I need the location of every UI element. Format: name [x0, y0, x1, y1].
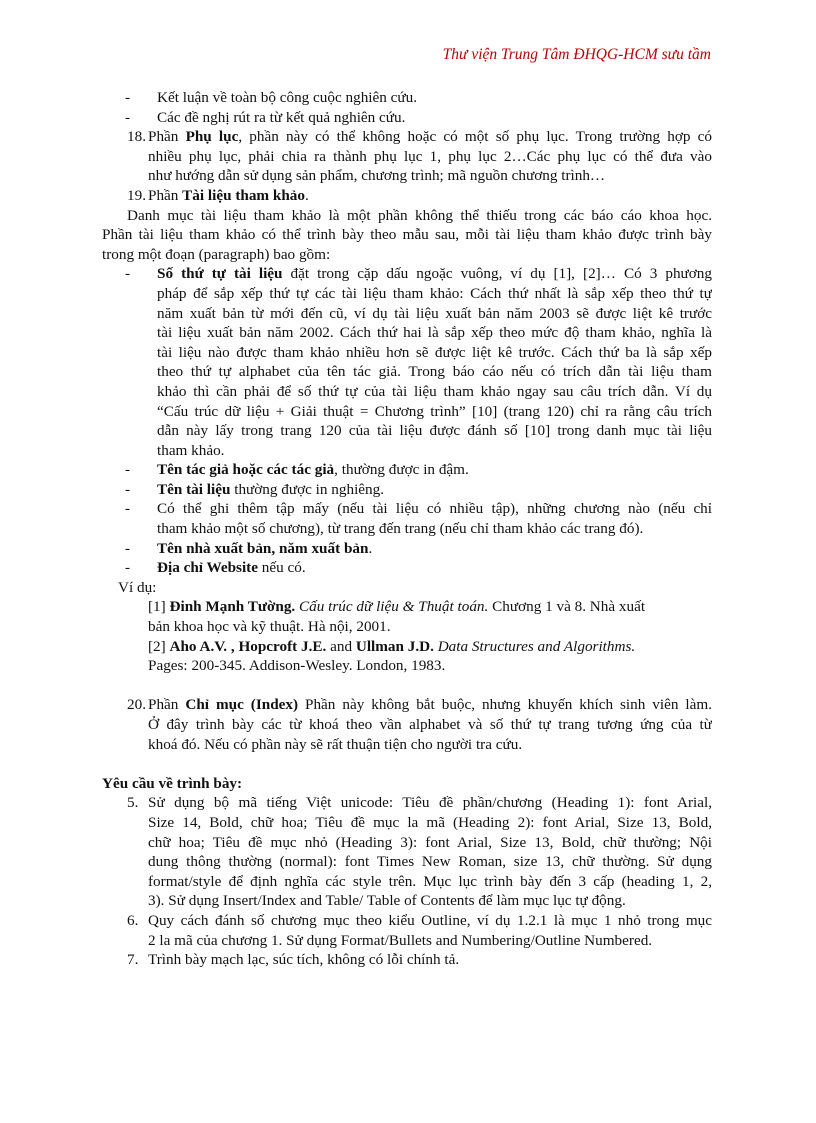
item-18-line: nhiều phụ lục, phải chia ra thành phụ lục 1, phụ lục 2…Các phụ lục có thể đưa vào	[148, 147, 712, 165]
item-number: 18.	[127, 128, 146, 146]
bold-term: Tài liệu tham khảo	[182, 186, 305, 204]
bold-term: Tên nhà xuất bản, năm xuất bản	[157, 539, 369, 557]
item-19-line: 19. Phần Tài liệu tham khảo.	[127, 186, 309, 204]
list-item-line: khảo thì cần phải để số thứ tự của tài liệu tham khảo ngay sau câu trích dẫn. Ví dụ	[157, 382, 712, 400]
bold-term: Tên tài liệu	[157, 480, 231, 498]
spacer	[105, 676, 712, 696]
requirement-item: 5. Sử dụng bộ mã tiếng Việt unicode: Tiêu đề phần/chương (Heading 1): font Arial,	[127, 794, 712, 812]
list-item: - Tên nhà xuất bản, năm xuất bản.	[125, 539, 373, 557]
bullet-dash: -	[125, 461, 131, 479]
bold-term: Phụ lục	[185, 128, 239, 146]
requirement-line: chữ hoa; Tiêu đề mục nhỏ (Heading 3): font Arial, Size 13, Bold, chữ thường; Nội	[148, 833, 712, 851]
list-item: - Các đề nghị rút ra từ kết quả nghiên cứu.	[125, 108, 406, 126]
item-18-line: như hướng dẫn sử dụng sản phẩm, chương trình; mã nguồn chương trình…	[148, 167, 606, 185]
requirement-line: 2 la mã của chương 1. Sử dụng Format/Bullets and Numbering/Outline Numbered.	[148, 931, 653, 949]
bold-term: Số thứ tự tài liệu	[157, 265, 283, 283]
list-item: - Số thứ tự tài liệu đặt trong cặp dấu ngoặc vuông, ví dụ [1], [2]… Có 3 phương	[125, 265, 712, 283]
bold-term: Địa chỉ Website	[157, 559, 258, 577]
bullet-dash: -	[125, 89, 131, 106]
reference-entry-line: Pages: 200-345. Addison-Wesley. London, 1983.	[148, 657, 446, 675]
bullet-dash: -	[125, 539, 131, 557]
requirement-item: 6. Quy cách đánh số chương mục theo kiểu Outline, ví dụ 1.2.1 là mục 1 nhỏ trong mục	[127, 911, 712, 929]
requirement-line: format/style để định nghĩa các style trên. Mục lục trình bày đến 3 cấp (heading 1, 2,	[148, 872, 712, 890]
item-18-line: 18. Phần Phụ lục, phần này có thể không hoặc có một số phụ lục. Trong trường hợp có	[127, 128, 712, 146]
bold-term: Chỉ mục (Index)	[185, 696, 299, 714]
item-20-line: khoá đó. Nếu có phần này sẽ rất thuận tiện cho người tra cứu.	[148, 735, 523, 753]
requirement-item: 7. Trình bày mạch lạc, súc tích, không có lỗi chính tả.	[127, 951, 460, 969]
list-item-line: “Cấu trúc dữ liệu + Giải thuật = Chương trình” [10] (trang 120) chỉ ra rằng câu trích	[157, 402, 712, 420]
reference-entry-line: bản khoa học và kỹ thuật. Hà nội, 2001.	[148, 618, 391, 636]
item-number: 5.	[127, 794, 139, 812]
bold-term: Tên tác giả hoặc các tác giả	[157, 461, 335, 479]
bullet-dash: -	[125, 480, 131, 498]
page-header: Thư viện Trung Tâm ĐHQG-HCM sưu tầm	[442, 46, 711, 63]
list-item-line: tham khảo.	[157, 441, 225, 459]
list-item: - Địa chỉ Website nếu có.	[125, 559, 306, 577]
document-body	[102, 88, 712, 970]
bullet-dash: -	[125, 108, 131, 126]
reference-entry: [1] Đinh Mạnh Tường. Cấu trúc dữ liệu & Thuật toán. Chương 1 và 8. Nhà xuất	[148, 598, 646, 616]
list-item: - Có thể ghi thêm tập mấy (nếu tài liệu có nhiều tập), những chương nào (nếu chỉ	[125, 500, 712, 518]
item-number: 19.	[127, 186, 146, 204]
list-item-line: theo thứ tự alphabet của tên tác giả. Trong báo cáo nếu có trích dẫn tài liệu tham	[157, 363, 712, 381]
list-item: - Tên tài liệu thường được in nghiêng.	[125, 480, 385, 498]
bullet-dash: -	[125, 265, 131, 283]
paragraph-line: Danh mục tài liệu tham khảo là một phần không thể thiếu trong các báo cáo khoa học.	[127, 206, 712, 224]
list-item: - Kết luận về toàn bộ công cuộc nghiên cứu.	[125, 89, 418, 106]
requirement-line: dung thông thường (normal): font Times New Roman, size 13, chữ thường. Sử dụng	[148, 853, 712, 871]
item-number: 20.	[127, 696, 146, 714]
list-item-line: dẫn này lấy trong trang 120 của tài liệu được đánh số [10] trong danh mục tài liệu	[157, 422, 712, 440]
list-item-line: tham khảo một số chương), từ trang đến trang (nếu chỉ tham khảo các trang đó).	[157, 520, 644, 538]
spacer	[105, 754, 712, 774]
item-number: 6.	[127, 911, 139, 929]
item-20-line: 20. Phần Chỉ mục (Index) Phần này không bắt buộc, nhưng khuyến khích sinh viên làm.	[127, 696, 712, 714]
list-item-line: tài liệu xuất bản năm 2002. Cách thứ hai là sắp xếp theo mức độ tham khảo, nghĩa là	[157, 324, 712, 342]
list-item-line: năm xuất bản từ mới đến cũ, ví dụ tài liệu xuất bản năm 2003 sẽ được liệt kê trước	[157, 304, 712, 322]
bullet-dash: -	[125, 559, 131, 577]
paragraph-line: Phần tài liệu tham khảo có thể trình bày theo mẫu sau, mỗi tài liệu tham khảo được trình bày	[102, 226, 712, 244]
item-number: 7.	[127, 951, 139, 969]
list-item-line: pháp để sắp xếp thứ tự các tài liệu tham khảo: Cách thứ nhất là sắp xếp theo thứ tự	[157, 284, 712, 302]
paragraph-line: trong một đoạn (paragraph) bao gồm:	[102, 245, 331, 263]
item-20-line: Ở đây trình bày các từ khoá theo vần alphabet và số thứ tự trang tương ứng của từ	[148, 716, 712, 733]
requirement-line: Size 14, Bold, chữ hoa; Tiêu đề mục la mã (Heading 2): font Arial, Size 13, Bold,	[148, 813, 712, 831]
reference-entry: [2] Aho A.V. , Hopcroft J.E. and Ullman J.D. Data Structures and Algorithms.	[148, 637, 636, 655]
requirement-line: 3). Sử dụng Insert/Index and Table/ Table of Contents để làm mục lục tự động.	[148, 892, 626, 910]
list-item-line: tài liệu nào được tham khảo nhiều hơn sẽ được liệt kê trước. Cách thứ ba là sắp xếp	[157, 343, 712, 361]
section-heading: Yêu cầu về trình bày:	[102, 774, 243, 792]
list-item: - Tên tác giả hoặc các tác giả, thường được in đậm.	[125, 461, 469, 479]
example-label: Ví dụ:	[118, 578, 157, 596]
bullet-dash: -	[125, 500, 131, 518]
